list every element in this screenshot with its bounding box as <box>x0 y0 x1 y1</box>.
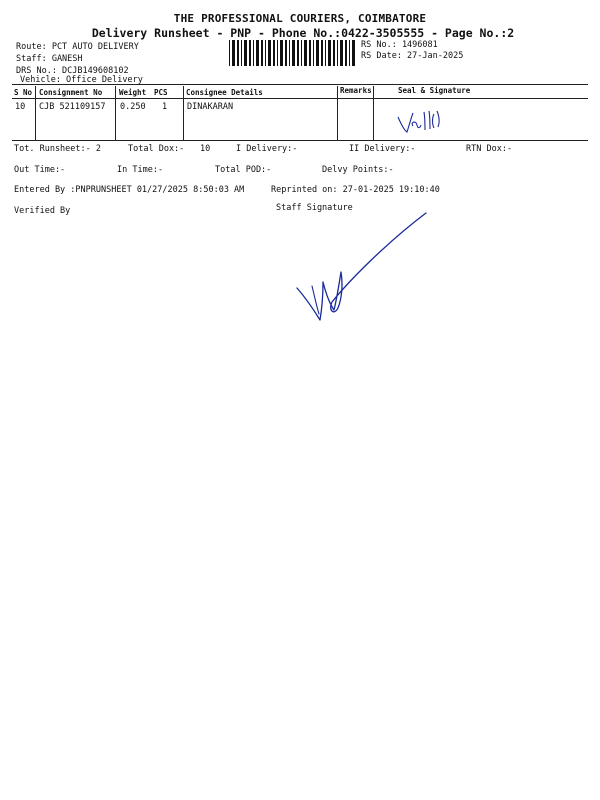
staff-text: Staff: GANESH <box>16 54 83 64</box>
runsheet-subtitle: Delivery Runsheet - PNP - Phone No.:0422-3505555 - Page No.:2 <box>91 26 515 40</box>
total-dox-label: Total Dox:- <box>128 144 185 154</box>
receiver-signature <box>396 108 456 134</box>
header-consignment: Consignment No <box>39 88 103 97</box>
total-dox-value: 10 <box>200 144 211 154</box>
cell-consignment-no: CJB 521109157 <box>39 102 106 112</box>
cell-sno: 10 <box>15 102 26 112</box>
table-header-rule <box>12 98 588 99</box>
column-divider <box>373 86 374 140</box>
header-weight: Weight <box>119 88 147 97</box>
rs-number-text: RS No.: 1496081 <box>361 40 438 50</box>
staff-signature-drawing <box>290 210 430 325</box>
table-bottom-rule <box>12 140 588 141</box>
delvy-points: Delvy Points:- <box>322 165 394 175</box>
vehicle-text: Vehicle: Office Delivery <box>20 75 143 85</box>
header-consignee: Consignee Details <box>186 88 263 97</box>
entered-by: Entered By :PNPRUNSHEET 01/27/2025 8:50:03 AM <box>14 185 245 195</box>
column-divider <box>337 86 338 140</box>
drs-number-text: DRS No.: DCJB149608102 <box>16 66 129 76</box>
in-time: In Time:- <box>117 165 164 175</box>
route-text: Route: PCT AUTO DELIVERY <box>16 42 139 52</box>
barcode-graphic <box>229 40 355 66</box>
header-remarks: Remarks <box>340 86 372 95</box>
reprinted-on: Reprinted on: 27-01-2025 19:10:40 <box>271 185 440 195</box>
cell-pcs: 1 <box>162 102 168 112</box>
cell-weight: 0.250 <box>120 102 146 112</box>
header-sno: S No <box>14 88 33 97</box>
table-top-rule <box>12 84 588 85</box>
out-time: Out Time:- <box>14 165 66 175</box>
rtn-dox: RTN Dox:- <box>466 144 513 154</box>
column-divider <box>183 86 184 140</box>
document-title: THE PROFESSIONAL COURIERS, COIMBATORE <box>173 12 427 25</box>
ii-delivery: II Delivery:- <box>349 144 416 154</box>
column-divider <box>35 86 36 140</box>
header-pcs: PCS <box>154 88 168 97</box>
total-pod: Total POD:- <box>215 165 272 175</box>
header-seal-signature: Seal & Signature <box>398 86 471 95</box>
rs-date-text: RS Date: 27-Jan-2025 <box>361 51 464 61</box>
verified-by-label: Verified By <box>14 206 71 216</box>
column-divider <box>115 86 116 140</box>
tot-runsheet: Tot. Runsheet:- 2 <box>14 144 101 154</box>
i-delivery: I Delivery:- <box>236 144 298 154</box>
staff-signature-label: Staff Signature <box>276 203 353 213</box>
cell-consignee: DINAKARAN <box>187 102 234 112</box>
